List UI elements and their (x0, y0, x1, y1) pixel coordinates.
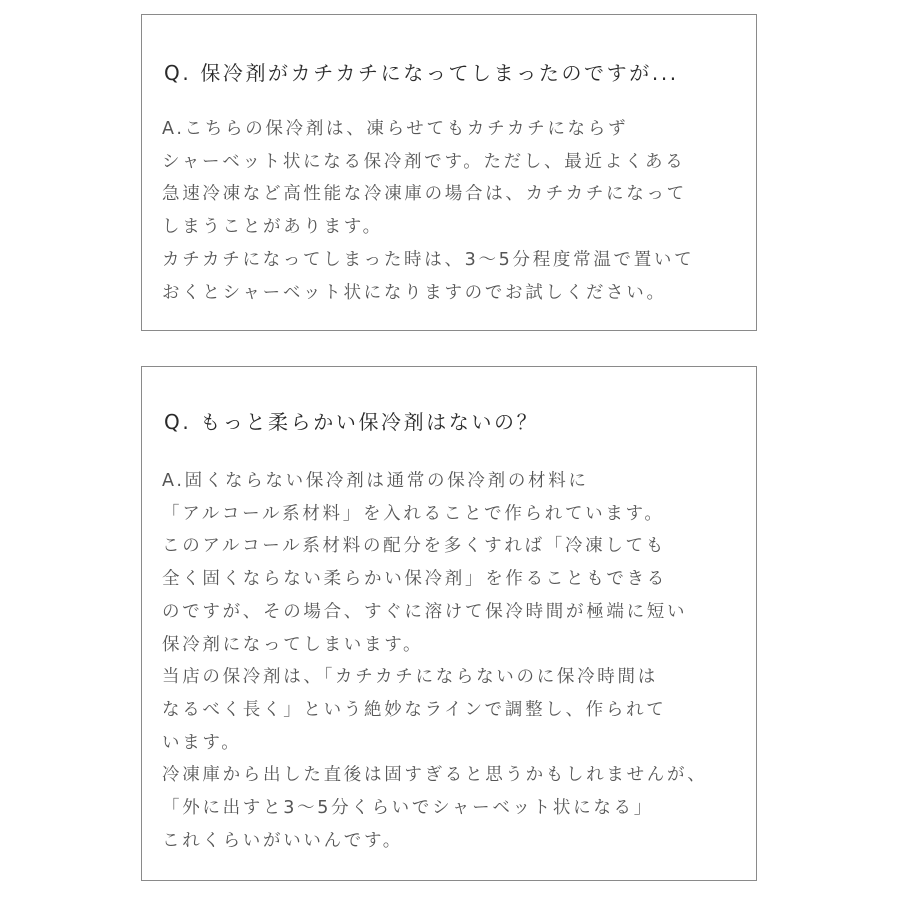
answer-line: 「アルコール系材料」を入れることで作られています。 (162, 503, 665, 524)
answer-line: 急速冷凍など高性能な冷凍庫の場合は、カチカチになって (162, 184, 687, 205)
faq-question: Q. 保冷剤がカチカチになってしまったのですが... (164, 61, 679, 85)
answer-line: 「外に出すと3～5分くらいでシャーベット状になる」 (162, 798, 654, 819)
answer-line: しまうことがあります。 (162, 217, 383, 238)
faq-answer (162, 465, 707, 857)
answer-line: 全く固くならない柔らかい保冷剤」を作ることもできる (162, 569, 667, 590)
faq-answer (162, 113, 694, 309)
answer-line: このアルコール系材料の配分を多くすれば「冷凍しても (162, 536, 666, 557)
answer-line: 冷凍庫から出した直後は固すぎると思うかもしれませんが、 (162, 765, 708, 786)
answer-line: 保冷剤になってしまいます。 (162, 634, 424, 655)
answer-line: シャーベット状になる保冷剤です。ただし、最近よくある (162, 151, 686, 172)
answer-line: のですが、その場合、すぐに溶けて保冷時間が極端に短い (162, 601, 688, 622)
answer-line: カチカチになってしまった時は、3～5分程度常温で置いて (162, 249, 695, 270)
answer-line: なるべく長く」という絶妙なラインで調整し、作られて (162, 699, 667, 720)
answer-line: 当店の保冷剤は、「カチカチにならないのに保冷時間は (162, 667, 658, 688)
answer-line: A.こちらの保冷剤は、凍らせてもカチカチにならず (162, 119, 629, 139)
faq-item-frozen-hard (141, 14, 757, 331)
faq-question: Q. もっと柔らかい保冷剤はないの？ (164, 410, 540, 434)
answer-line: これくらいがいいんです。 (162, 830, 403, 851)
answer-line: います。 (162, 732, 242, 753)
answer-line: おくとシャーベット状になりますのでお試しください。 (162, 282, 667, 303)
faq-item-softer-ice-pack (141, 366, 757, 881)
answer-line: A.固くならない保冷剤は通常の保冷剤の材料に (162, 471, 589, 491)
